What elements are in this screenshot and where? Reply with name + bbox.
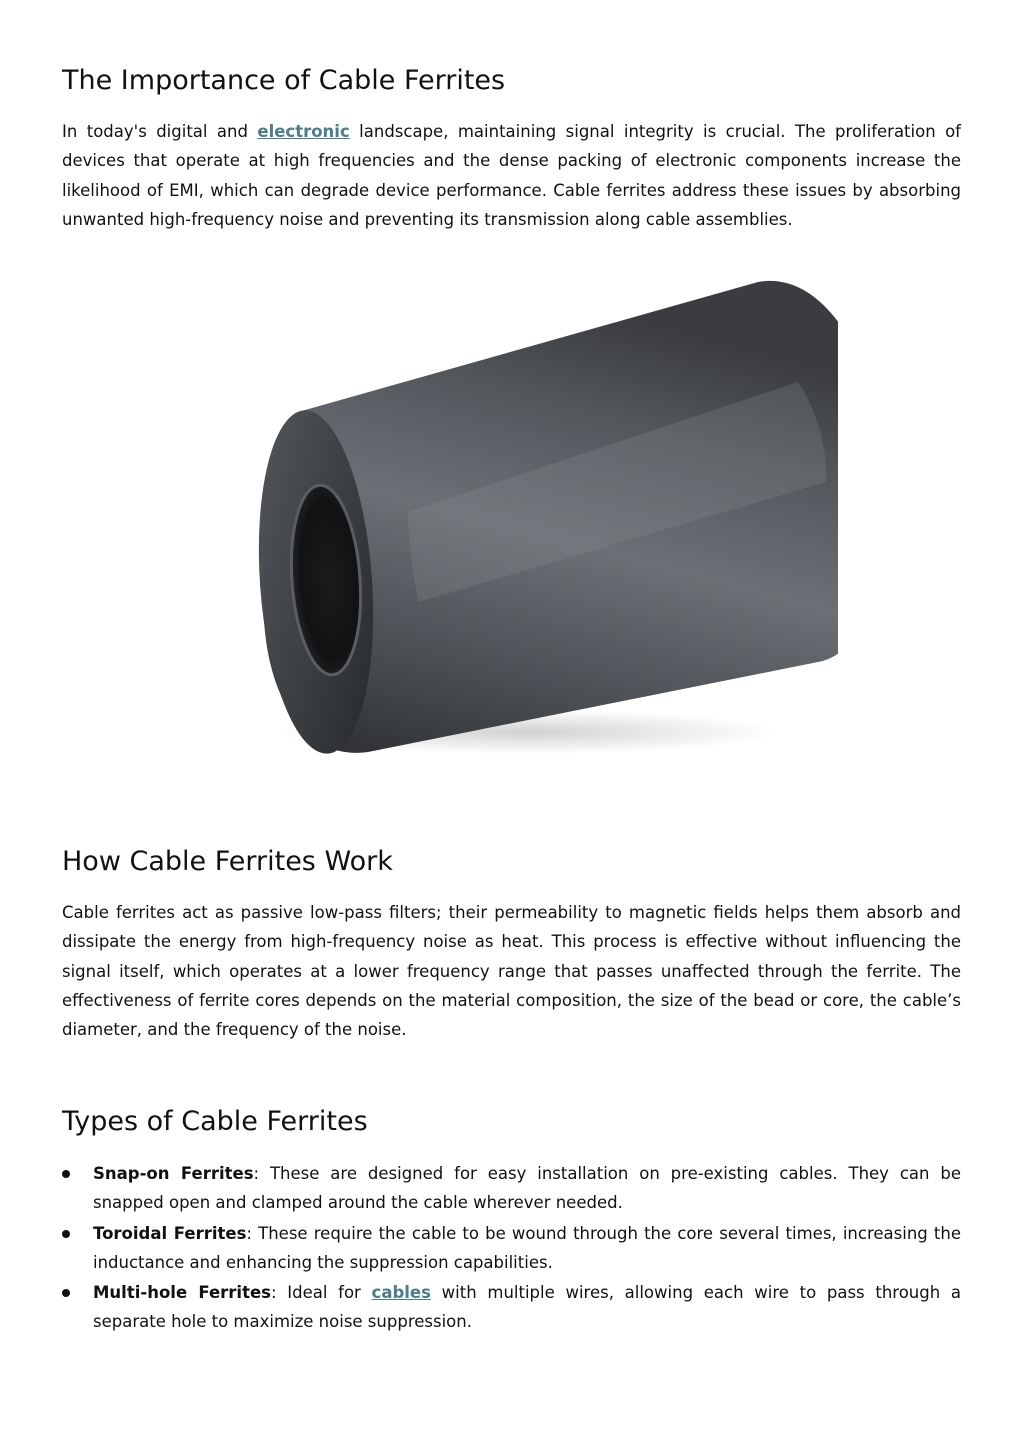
section-title-importance: The Importance of Cable Ferrites <box>62 65 506 96</box>
section-title-types: Types of Cable Ferrites <box>62 1106 368 1137</box>
list-item-text: : These require the cable to be wound through the core several times, increasing the inductance and enhancing the suppression capabilities. <box>93 1223 961 1272</box>
list-item-text-end: with multiple wires, allowing each wire to pass through a separate hole to maximize noise suppression. <box>93 1283 962 1332</box>
list-item-term: Snap-on Ferrites <box>93 1164 254 1183</box>
list-item-term: Toroidal Ferrites <box>93 1223 247 1243</box>
list-item-term: Multi-hole Ferrites <box>93 1283 271 1303</box>
list-item <box>62 1278 961 1337</box>
section-title-how-it-works: How Cable Ferrites Work <box>62 846 393 877</box>
bullet-icon <box>62 1289 70 1297</box>
how-it-works-paragraph: Cable ferrites act as passive low-pass filters; their permeability to magnetic fields helps them absorb and dissipate the energy from high-frequency noise as heat. This process is effective without influencing the signal itself, which operates at a lower frequency range that passes unaffected through the ferrite. The effectiveness of ferrite cores depends on the material composition, the size of the bead or core, the cable’s diameter, and the frequency of the noise. <box>62 903 961 1040</box>
ferrite-core-icon <box>198 262 838 762</box>
list-item <box>62 1219 961 1278</box>
bullet-icon <box>62 1170 70 1178</box>
bullet-icon <box>62 1230 70 1238</box>
ferrite-core-image <box>198 262 838 762</box>
ferrite-types-list <box>62 1159 961 1338</box>
importance-text-end: landscape, maintaining signal integrity is crucial. The proliferation of devices that operate at high frequencies and the dense packing of electronic components increase the likelihood of EMI, which can degrade device performance. Cable ferrites address these issues by absorbing unwanted high-frequency noise and preventing its transmission along cable assemblies. <box>62 122 961 229</box>
cables-link[interactable]: cables <box>371 1283 431 1303</box>
importance-text-start: In today's digital and <box>62 122 258 141</box>
electronic-link[interactable]: electronic <box>257 122 350 141</box>
list-item <box>62 1159 961 1218</box>
list-item-text-start: : Ideal for <box>270 1283 372 1303</box>
importance-paragraph <box>62 117 961 234</box>
list-item-text: : These are designed for easy installation on pre-existing cables. They can be snapped open and clamped around the cable wherever needed. <box>93 1164 961 1213</box>
